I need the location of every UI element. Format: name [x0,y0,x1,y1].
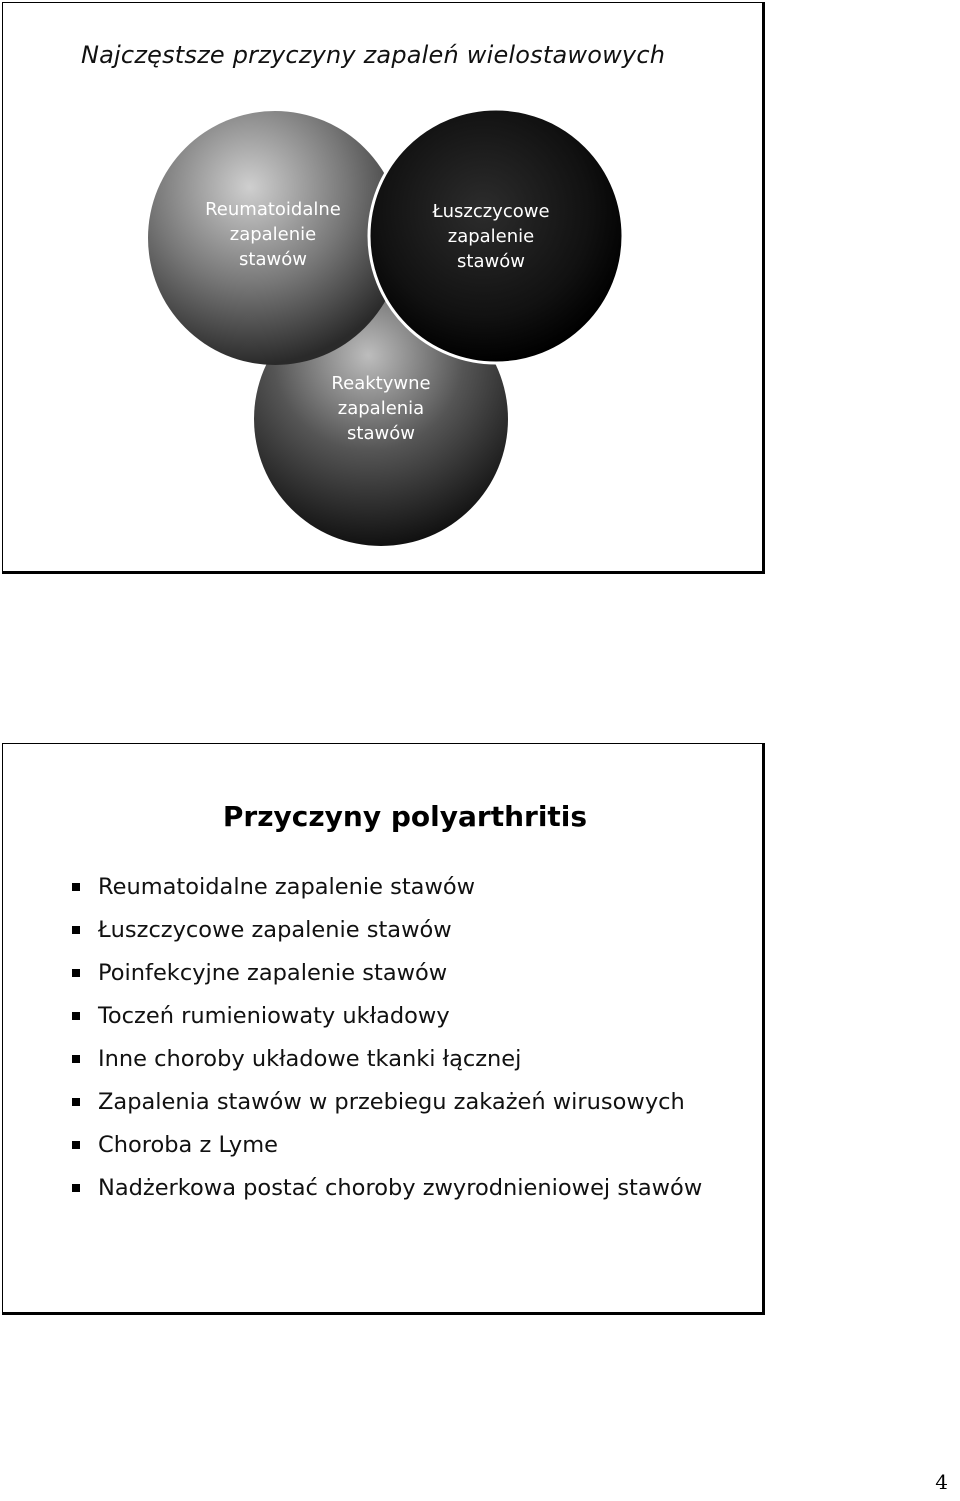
list-item: Nadżerkowa postać choroby zwyrodnieniowej stawów [70,1176,750,1201]
list-item: Reumatoidalne zapalenie stawów [70,875,750,900]
list-item: Zapalenia stawów w przebiegu zakażeń wirusowych [70,1090,750,1115]
slide-1 [2,2,765,574]
list-item: Inne choroby układowe tkanki łącznej [70,1047,750,1072]
slide-2-title: Przyczyny polyarthritis [222,800,588,833]
slide-1-title: Najczęstsze przyczyny zapaleń wielostawowych [81,41,666,69]
page-number: 4 [935,1470,948,1494]
list-item: Poinfekcyjne zapalenie stawów [70,961,750,986]
list-item: Łuszczycowe zapalenie stawów [70,918,750,943]
label-luszczycowe: Łuszczycowe zapalenie stawów [432,201,550,272]
venn-diagram [3,3,763,572]
causes-list [70,875,750,1219]
list-item: Toczeń rumieniowaty układowy [70,1004,750,1029]
list-item: Choroba z Lyme [70,1133,750,1158]
label-reumatoidalne: Reumatoidalne zapalenie stawów [205,199,341,270]
label-reaktywne: Reaktywne zapalenia stawów [331,373,431,444]
